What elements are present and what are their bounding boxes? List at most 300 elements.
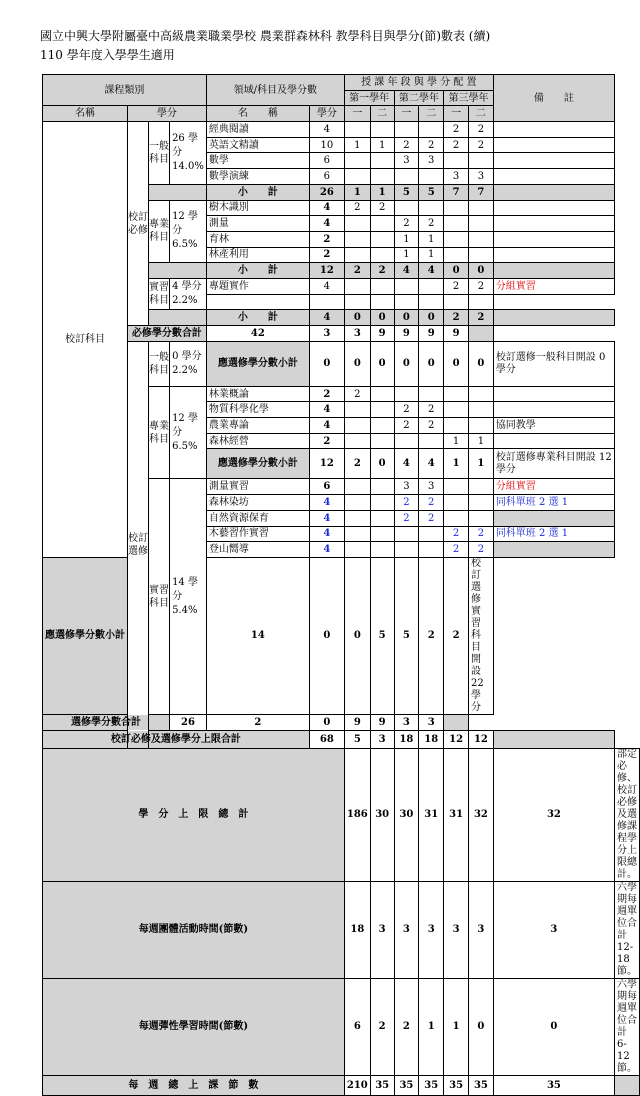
semester-value <box>370 216 394 232</box>
credit-cell: 26 <box>309 184 344 200</box>
semester-value: 3 <box>394 479 419 495</box>
semester-value <box>370 122 394 138</box>
credit-cell: 4 <box>309 122 344 138</box>
remark-cell: 校訂選修專業科目開設 12 學分 <box>493 449 614 479</box>
remark-cell <box>493 433 614 449</box>
semester-value: 7 <box>468 184 493 200</box>
credit-cell: 12 <box>309 449 344 479</box>
semester-value <box>394 278 419 294</box>
table-row <box>43 341 640 386</box>
semester-value: 2 <box>344 263 370 279</box>
semester-value: 31 <box>444 748 469 881</box>
semester-value <box>468 216 493 232</box>
semester-value <box>444 402 469 418</box>
subject-name: 經典閱讀 <box>206 122 309 138</box>
semester-value: 2 <box>394 978 419 1075</box>
header-name: 名稱 <box>43 106 128 122</box>
summary-label: 應選修學分數小計 <box>206 341 309 386</box>
summary-label: 每週團體活動時間(節數) <box>43 881 345 978</box>
semester-value: 2 <box>419 216 444 232</box>
remark-cell <box>493 122 614 138</box>
semester-value: 0 <box>444 263 469 279</box>
semester-value <box>468 200 493 216</box>
header-semester: 一 <box>444 106 469 122</box>
semester-value: 35 <box>419 1075 444 1095</box>
credit-cell: 68 <box>309 730 344 748</box>
remark-cell: 同科單班 2 選 1 <box>493 495 614 511</box>
group-credit: 0 學分 2.2% <box>170 341 207 386</box>
header-subject-name: 名 稱 <box>206 106 309 122</box>
semester-value: 2 <box>370 263 394 279</box>
semester-value: 3 <box>493 881 614 978</box>
remark-cell: 部定必修、校訂必修及選修課程學分上限總計。 <box>615 748 640 881</box>
semester-value: 9 <box>344 714 370 730</box>
summary-label: 每 週 總 上 課 節 數 <box>43 1075 345 1095</box>
semester-value: 3 <box>468 881 493 978</box>
semester-value: 0 <box>370 310 394 326</box>
semester-value: 2 <box>444 122 469 138</box>
semester-value: 3 <box>370 730 394 748</box>
empty-cell <box>444 294 469 310</box>
semester-value <box>344 495 370 511</box>
semester-value: 35 <box>394 1075 419 1095</box>
subtotal-label: 小 計 <box>206 184 309 200</box>
semester-value <box>468 495 493 511</box>
semester-value: 3 <box>468 169 493 185</box>
empty-cell <box>468 294 493 310</box>
semester-value <box>344 526 370 542</box>
remark-cell: 校訂選修實習科目開設 22 學分 <box>468 557 493 714</box>
semester-value <box>394 169 419 185</box>
remark-cell <box>493 542 614 558</box>
header-semester: 二 <box>468 106 493 122</box>
credit-cell: 4 <box>309 418 344 434</box>
remark-cell <box>493 153 614 169</box>
table-row <box>43 730 640 748</box>
general-subjects-label: 一般科目 <box>149 122 170 185</box>
remark-cell <box>468 326 493 342</box>
group-credit: 4 學分 2.2% <box>170 278 207 309</box>
subject-name: 森林經營 <box>206 433 309 449</box>
subject-name: 自然資源保育 <box>206 510 309 526</box>
semester-value: 2 <box>394 137 419 153</box>
semester-value: 18 <box>394 730 419 748</box>
semester-value: 7 <box>444 184 469 200</box>
semester-value <box>370 153 394 169</box>
semester-value <box>468 231 493 247</box>
remark-cell <box>493 137 614 153</box>
semester-value <box>370 542 394 558</box>
semester-value: 3 <box>419 714 444 730</box>
credit-cell: 14 <box>206 557 309 714</box>
semester-value: 2 <box>344 449 370 479</box>
semester-value: 0 <box>394 310 419 326</box>
remark-cell: 六學期每週單位合計 6-12 節。 <box>615 978 640 1075</box>
semester-value: 3 <box>394 153 419 169</box>
header-allocation: 授 課 年 段 與 學 分 配 置 <box>344 75 493 91</box>
semester-value: 5 <box>370 557 394 714</box>
semester-value <box>370 479 394 495</box>
credit-cell: 6 <box>309 169 344 185</box>
subtotal-spacer <box>149 263 207 279</box>
credit-cell: 2 <box>309 231 344 247</box>
semester-value <box>394 200 419 216</box>
remark-cell <box>493 263 614 279</box>
semester-value: 2 <box>444 310 469 326</box>
subtotal-spacer <box>149 184 207 200</box>
semester-value <box>468 418 493 434</box>
semester-value: 2 <box>444 278 469 294</box>
header-semester: 二 <box>370 106 394 122</box>
semester-value: 3 <box>344 326 370 342</box>
semester-value: 3 <box>309 326 344 342</box>
semester-value: 2 <box>394 510 419 526</box>
remark-cell: 分組實習 <box>493 479 614 495</box>
credit-cell: 10 <box>309 137 344 153</box>
credit-cell: 2 <box>309 386 344 402</box>
remark-cell: 校訂選修一般科目開設 0 學分 <box>493 341 614 386</box>
semester-value: 31 <box>419 748 444 881</box>
semester-value <box>444 510 469 526</box>
semester-value <box>468 153 493 169</box>
semester-value <box>419 386 444 402</box>
semester-value <box>344 216 370 232</box>
remark-cell <box>493 310 614 326</box>
semester-value: 2 <box>468 122 493 138</box>
credit-cell: 4 <box>309 216 344 232</box>
semester-value: 1 <box>419 231 444 247</box>
semester-value: 2 <box>206 714 309 730</box>
credit-cell: 18 <box>344 881 370 978</box>
semester-value: 2 <box>419 495 444 511</box>
semester-value: 2 <box>394 216 419 232</box>
semester-value: 1 <box>444 449 469 479</box>
empty-cell <box>206 294 309 310</box>
semester-value <box>394 122 419 138</box>
remark-cell <box>493 169 614 185</box>
semester-value: 0 <box>309 557 344 714</box>
semester-value: 5 <box>344 730 370 748</box>
header-year-2: 第二學年 <box>394 90 444 106</box>
remark-cell <box>493 200 614 216</box>
semester-value: 18 <box>419 730 444 748</box>
semester-value <box>344 542 370 558</box>
semester-value <box>370 386 394 402</box>
semester-value: 3 <box>444 881 469 978</box>
semester-value: 0 <box>370 449 394 479</box>
semester-value: 32 <box>468 748 493 881</box>
remark-cell <box>493 247 614 263</box>
remark-cell: 分組實習 <box>493 278 614 294</box>
credit-cell: 4 <box>309 200 344 216</box>
subtotal-label: 小 計 <box>206 263 309 279</box>
semester-value: 0 <box>468 263 493 279</box>
subject-name: 物質科學化學 <box>206 402 309 418</box>
semester-value: 5 <box>394 184 419 200</box>
semester-value: 0 <box>419 341 444 386</box>
semester-value <box>370 231 394 247</box>
subject-name: 林產利用 <box>206 247 309 263</box>
header-year-1: 第一學年 <box>344 90 394 106</box>
semester-value: 0 <box>419 310 444 326</box>
group-credit: 14 學分 5.4% <box>170 479 207 714</box>
semester-value <box>444 153 469 169</box>
semester-value: 2 <box>444 526 469 542</box>
header-remark: 備 註 <box>493 75 614 122</box>
semester-value: 1 <box>394 247 419 263</box>
semester-value: 2 <box>394 402 419 418</box>
remark-cell: 六學期每週單位合計 12-18 節。 <box>615 881 640 978</box>
document-subtitle: 110 學年度入學學生適用 <box>40 48 175 62</box>
semester-value: 4 <box>394 263 419 279</box>
semester-value <box>344 479 370 495</box>
semester-value <box>344 433 370 449</box>
header-semester: 一 <box>344 106 370 122</box>
subject-name: 數學演練 <box>206 169 309 185</box>
semester-value <box>468 510 493 526</box>
summary-label: 學 分 上 限 總 計 <box>43 748 345 881</box>
semester-value <box>419 122 444 138</box>
credit-cell: 12 <box>309 263 344 279</box>
semester-value <box>344 278 370 294</box>
table-row <box>43 748 640 881</box>
document-title: 國立中興大學附屬臺中高級農業職業學校 農業群森林科 教學科目與學分(節)數表 (續) <box>40 29 491 43</box>
credit-cell: 4 <box>309 510 344 526</box>
semester-value: 0 <box>309 714 344 730</box>
semester-value <box>370 169 394 185</box>
credit-cell: 4 <box>309 542 344 558</box>
semester-value <box>344 510 370 526</box>
remark-cell <box>493 386 614 402</box>
semester-value: 2 <box>468 542 493 558</box>
semester-value: 1 <box>444 978 469 1075</box>
remark-cell <box>493 216 614 232</box>
semester-value <box>344 169 370 185</box>
semester-value <box>468 386 493 402</box>
semester-value: 2 <box>394 418 419 434</box>
semester-value <box>468 402 493 418</box>
subject-name: 測量實習 <box>206 479 309 495</box>
semester-value: 3 <box>394 881 419 978</box>
semester-value <box>344 402 370 418</box>
semester-value: 2 <box>344 200 370 216</box>
semester-value <box>468 247 493 263</box>
remark-cell <box>493 730 614 748</box>
semester-value <box>444 479 469 495</box>
semester-value: 2 <box>370 978 394 1075</box>
remark-cell <box>493 402 614 418</box>
subject-name: 登山嚮導 <box>206 542 309 558</box>
semester-value <box>394 526 419 542</box>
semester-value <box>419 278 444 294</box>
semester-value: 0 <box>493 978 614 1075</box>
table-row <box>43 978 640 1075</box>
semester-value: 3 <box>444 169 469 185</box>
credit-cell: 26 <box>170 714 207 730</box>
credit-cell: 6 <box>344 978 370 1075</box>
credit-cell: 2 <box>309 247 344 263</box>
remark-cell: 同科單班 2 選 1 <box>493 526 614 542</box>
summary-label: 每週彈性學習時間(節數) <box>43 978 345 1075</box>
semester-value <box>394 542 419 558</box>
semester-value: 0 <box>468 341 493 386</box>
semester-value <box>444 216 469 232</box>
semester-value: 1 <box>419 247 444 263</box>
semester-value: 35 <box>493 1075 614 1095</box>
semester-value: 1 <box>444 433 469 449</box>
semester-value <box>419 169 444 185</box>
credit-cell: 186 <box>344 748 370 881</box>
subject-name: 農業專論 <box>206 418 309 434</box>
semester-value <box>394 386 419 402</box>
semester-value: 2 <box>419 402 444 418</box>
semester-value: 12 <box>468 730 493 748</box>
semester-value <box>468 479 493 495</box>
table-row <box>43 122 640 138</box>
semester-value <box>370 510 394 526</box>
semester-value: 1 <box>468 433 493 449</box>
semester-value <box>370 526 394 542</box>
subtotal-spacer <box>149 310 207 326</box>
credit-cell: 2 <box>309 433 344 449</box>
semester-value: 3 <box>419 479 444 495</box>
semester-value: 1 <box>370 184 394 200</box>
semester-value: 2 <box>444 137 469 153</box>
table-row <box>43 1075 640 1095</box>
semester-value: 2 <box>444 557 469 714</box>
group-credit: 26 學分 14.0% <box>170 122 207 185</box>
semester-value <box>370 495 394 511</box>
semester-value <box>344 418 370 434</box>
required-label: 校訂必修 <box>128 122 149 326</box>
remark-cell <box>493 184 614 200</box>
header-category: 課程類別 <box>43 75 207 106</box>
semester-value: 3 <box>394 714 419 730</box>
practical-subjects-label: 實習科目 <box>149 278 170 309</box>
semester-value: 1 <box>344 184 370 200</box>
semester-value: 9 <box>394 326 419 342</box>
semester-value: 1 <box>370 137 394 153</box>
semester-value: 5 <box>419 184 444 200</box>
header-domain: 領域/科目及學分數 <box>206 75 344 106</box>
credit-cell: 0 <box>309 341 344 386</box>
semester-value <box>419 433 444 449</box>
semester-value: 4 <box>419 449 444 479</box>
semester-value <box>370 418 394 434</box>
semester-value: 3 <box>419 153 444 169</box>
semester-value: 9 <box>370 714 394 730</box>
semester-value <box>444 231 469 247</box>
semester-value: 4 <box>419 263 444 279</box>
semester-value: 2 <box>370 200 394 216</box>
professional-subjects-label: 專業科目 <box>149 386 170 479</box>
summary-label: 選修學分數合計 <box>43 714 170 730</box>
semester-value: 2 <box>468 278 493 294</box>
school-subjects-label: 校訂科目 <box>43 122 128 558</box>
credit-cell: 210 <box>344 1075 370 1095</box>
empty-cell <box>309 294 344 310</box>
remark-cell <box>615 1075 640 1095</box>
subject-name: 育林 <box>206 231 309 247</box>
semester-value: 2 <box>468 526 493 542</box>
semester-value: 2 <box>444 542 469 558</box>
subject-name: 木藝習作實習 <box>206 526 309 542</box>
subject-name: 英語文精讀 <box>206 137 309 153</box>
table-row <box>43 714 640 730</box>
credit-cell: 6 <box>309 479 344 495</box>
semester-value: 1 <box>419 978 444 1075</box>
credit-cell: 4 <box>309 495 344 511</box>
semester-value: 2 <box>419 137 444 153</box>
remark-cell <box>444 714 469 730</box>
credit-cell: 6 <box>309 153 344 169</box>
semester-value: 0 <box>370 341 394 386</box>
semester-value: 2 <box>419 510 444 526</box>
semester-value <box>370 402 394 418</box>
semester-value: 30 <box>370 748 394 881</box>
semester-value: 2 <box>419 557 444 714</box>
header-semester: 二 <box>419 106 444 122</box>
semester-value: 2 <box>468 137 493 153</box>
summary-label: 應選修學分數小計 <box>43 557 128 714</box>
semester-value <box>370 433 394 449</box>
semester-value <box>394 433 419 449</box>
semester-value: 1 <box>468 449 493 479</box>
summary-label: 必修學分數合計 <box>128 326 207 342</box>
table-row <box>43 881 640 978</box>
subject-name: 測量 <box>206 216 309 232</box>
group-credit: 12 學分 6.5% <box>170 386 207 479</box>
semester-value: 30 <box>394 748 419 881</box>
credit-cell: 4 <box>309 310 344 326</box>
professional-subjects-label: 專業科目 <box>149 200 170 263</box>
header-year-3: 第三學年 <box>444 90 494 106</box>
semester-value: 2 <box>344 386 370 402</box>
credit-cell: 42 <box>206 326 309 342</box>
semester-value: 5 <box>394 557 419 714</box>
subject-name: 專題實作 <box>206 278 309 294</box>
semester-value: 9 <box>419 326 444 342</box>
summary-label: 校訂必修及選修學分上限合計 <box>43 730 310 748</box>
subject-name: 樹木識別 <box>206 200 309 216</box>
semester-value: 0 <box>468 978 493 1075</box>
semester-value: 12 <box>444 730 469 748</box>
credit-cell: 4 <box>309 526 344 542</box>
semester-value <box>444 418 469 434</box>
subject-name: 林業概論 <box>206 386 309 402</box>
semester-value <box>370 247 394 263</box>
semester-value <box>444 495 469 511</box>
semester-value: 0 <box>344 557 370 714</box>
semester-value: 9 <box>444 326 469 342</box>
subject-name: 森林染坊 <box>206 495 309 511</box>
group-credit: 12 學分 6.5% <box>170 200 207 263</box>
semester-value <box>419 526 444 542</box>
subtotal-label: 小 計 <box>206 310 309 326</box>
table-row <box>43 326 640 342</box>
header-subject-credit: 學分 <box>309 106 344 122</box>
semester-value: 2 <box>394 495 419 511</box>
elective-label: 校訂選修 <box>128 341 149 748</box>
semester-value <box>444 247 469 263</box>
empty-cell <box>394 294 419 310</box>
semester-value: 3 <box>370 881 394 978</box>
semester-value: 35 <box>370 1075 394 1095</box>
semester-value: 0 <box>344 341 370 386</box>
remark-cell: 協同教學 <box>493 418 614 434</box>
semester-value: 2 <box>419 418 444 434</box>
semester-value <box>444 386 469 402</box>
